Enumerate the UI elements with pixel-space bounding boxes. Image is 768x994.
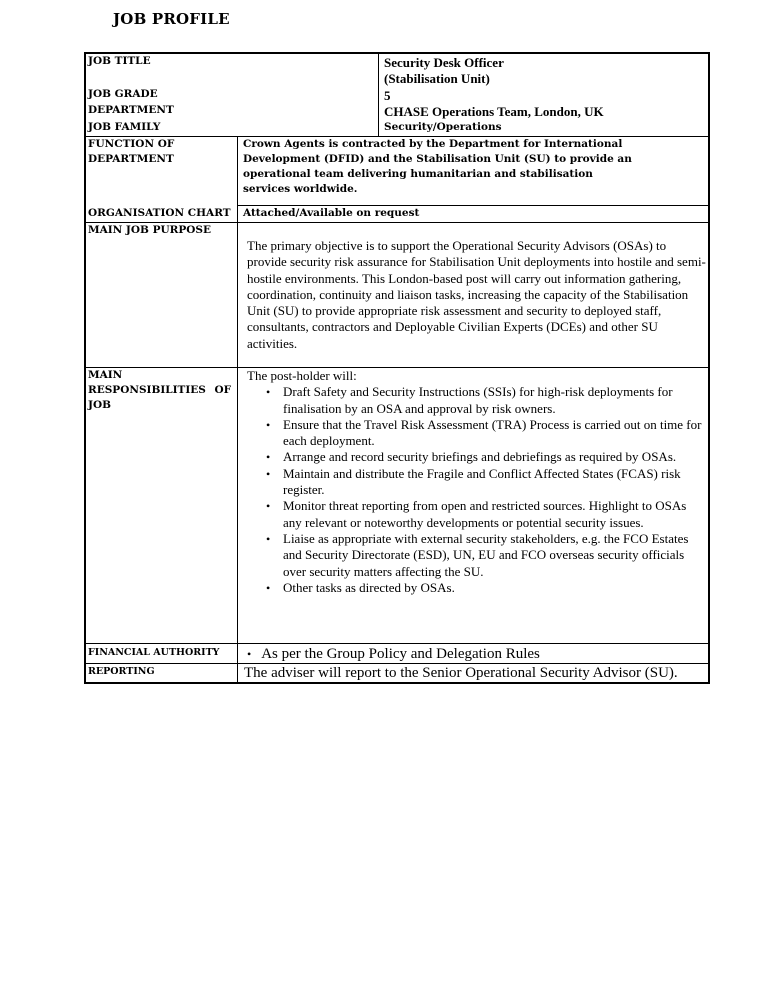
job-title-label: JOB TITLE [88, 55, 151, 67]
job-title-value [384, 55, 504, 87]
main-purpose-text: The primary objective is to support the Operational Security Advisors (OSAs) to provide security risk assurance for Stabilisation Unit deployments into hostile and semi-hostile environments. This London-based post will carry out information gathering, coordination, continuity and liaison tasks, increasing the capacity of the Stabilisation Unit (SU) to provide appropriate risk assessment and security to deployed staff, consultants, contractors and Deployable Civilian Experts (DCEs) and other SU activities. [247, 238, 706, 351]
row-divider-financial [85, 643, 709, 644]
responsibilities-intro: The post-holder will: [247, 368, 357, 383]
job-title-line-2: (Stabilisation Unit) [384, 71, 490, 86]
value-column-divider [237, 136, 238, 683]
job-grade-value: 5 [384, 88, 391, 103]
bullet-icon: • [247, 647, 252, 661]
list-item: • Monitor threat reporting from open and restricted sources. Highlight to OSAs any relevant or noteworthy developments or potential security issues. [247, 498, 705, 531]
job-grade-label: JOB GRADE [88, 88, 158, 100]
list-item: • Draft Safety and Security Instructions (SSIs) for high-risk deployments for finalisation by an OSA and approval by risk owners. [247, 384, 705, 417]
job-family-value: Security/Operations [384, 121, 502, 133]
job-title-line-1: Security Desk Officer [384, 55, 504, 70]
responsibilities-list [247, 384, 705, 596]
list-item: • Liaise as appropriate with external security stakeholders, e.g. the FCO Estates and Security Directorate (ESD), UN, EU and FCO overseas security officials over security matters affecting the SU. [247, 531, 705, 580]
financial-label: FINANCIAL AUTHORITY [88, 647, 220, 658]
responsibilities-label-line-1: MAIN [88, 369, 123, 381]
reporting-label: REPORTING [88, 666, 155, 677]
function-label [88, 137, 174, 167]
list-item: • Arrange and record security briefings and debriefings as required by OSAs. [247, 449, 705, 465]
reporting-value: The adviser will report to the Senior Operational Security Advisor (SU). [244, 665, 678, 681]
list-item: • Maintain and distribute the Fragile and Conflict Affected States (FCAS) risk register. [247, 466, 705, 499]
job-family-label: JOB FAMILY [88, 121, 161, 133]
org-chart-value: Attached/Available on request [243, 207, 420, 219]
financial-text: As per the Group Policy and Delegation Rules [261, 646, 540, 662]
function-label-line-1: FUNCTION OF [88, 138, 175, 150]
function-label-line-2: DEPARTMENT [88, 153, 174, 165]
value-column-left-border [378, 53, 379, 136]
org-chart-label: ORGANISATION CHART [88, 207, 231, 219]
function-value: Crown Agents is contracted by the Department for International Development (DFID) and the Stabilisation Unit (SU) to provide an operational team delivering humanitarian and stabilisation services worldwide. [243, 138, 632, 195]
list-item: • Ensure that the Travel Risk Assessment (TRA) Process is carried out on time for each deployment. [247, 417, 705, 450]
financial-value [247, 645, 540, 663]
list-item: • Other tasks as directed by OSAs. [247, 580, 705, 596]
department-label: DEPARTMENT [88, 104, 174, 116]
responsibilities-label [88, 368, 231, 413]
main-purpose-label: MAIN JOB PURPOSE [88, 224, 211, 236]
responsibilities-block [247, 368, 705, 596]
responsibilities-label-line-2: RESPONSIBILITIES OF [88, 384, 232, 396]
department-value: CHASE Operations Team, London, UK [384, 104, 604, 119]
responsibilities-label-line-3: JOB [88, 399, 111, 411]
document-title: JOB PROFILE [113, 10, 230, 28]
